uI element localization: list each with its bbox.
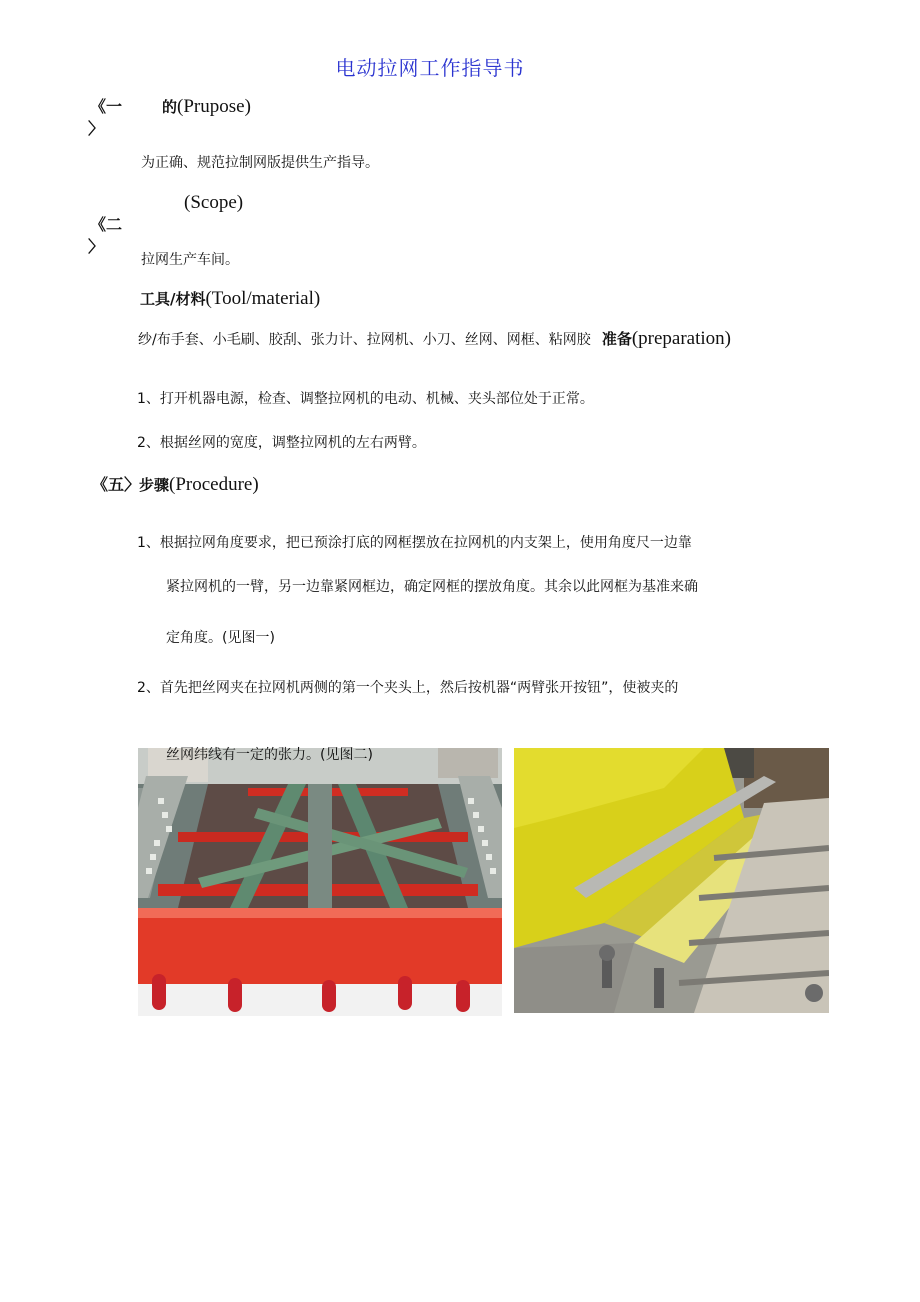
section-3-heading-en: (Tool/material) [205,288,321,309]
section-3-heading-cn: 工具/材料 [140,290,206,308]
procedure-step-2-line-2: 丝网纬线有一定的张力。(见图二) [166,747,373,763]
preparation-step-1: 1、打开机器电源，检查、调整拉网机的电动、机械、夹头部位处于正常。 [137,391,594,407]
procedure-step-1-line-1: 1、根据拉网角度要求，把已预涂打底的网框摆放在拉网机的内支架上，使用角度尺一边靠 [137,535,692,551]
preparation-heading-en: (preparation) [631,328,731,349]
procedure-step-1-line-3: 定角度。(见图一) [166,630,275,646]
preparation-heading-cn: 准备 [601,330,632,348]
section-3-heading [140,288,320,310]
section-1-heading [162,96,251,118]
figure-1-image [138,748,502,1016]
section-2-text: 拉网生产车间。 [141,252,239,268]
section-5-heading [139,474,259,496]
section-5-heading-en: (Procedure) [169,474,259,495]
document-title: 电动拉网工作指导书 [335,56,525,80]
section-5-marker: 《五〉 [92,475,141,494]
section-1-text: 为正确、规范拉制网版提供生产指导。 [141,155,379,171]
section-1-heading-en: (Prupose) [177,96,251,117]
section-3-materials-line [138,328,731,350]
section-1-heading-cn: 的 [162,98,178,116]
section-2-marker-top: 《二 [90,215,123,234]
section-5-heading-cn: 步骤 [139,476,170,494]
section-2-heading-en: (Scope) [184,192,244,213]
procedure-step-2-line-1: 2、首先把丝网夹在拉网机两侧的第一个夹头上，然后按机器“两臂张开按钮”，使被夹的 [137,680,679,696]
section-2-marker-bottom: 〉 [88,237,105,256]
section-1-marker-bottom: 〉 [88,119,105,138]
figure-2-image [514,748,829,1013]
materials-list: 纱/布手套、小毛刷、胶刮、张力计、拉网机、小刀、丝网、网框、粘网胶 [138,332,591,348]
figure-2-photo [514,748,829,1013]
section-1-marker-top: 《一 [90,97,123,116]
preparation-step-2: 2、根据丝网的宽度，调整拉网机的左右两臂。 [137,435,426,451]
procedure-step-1-line-2: 紧拉网机的一臂，另一边靠紧网框边，确定网框的摆放角度。其余以此网框为基准来确 [166,579,698,595]
figure-1-photo [138,748,502,1016]
